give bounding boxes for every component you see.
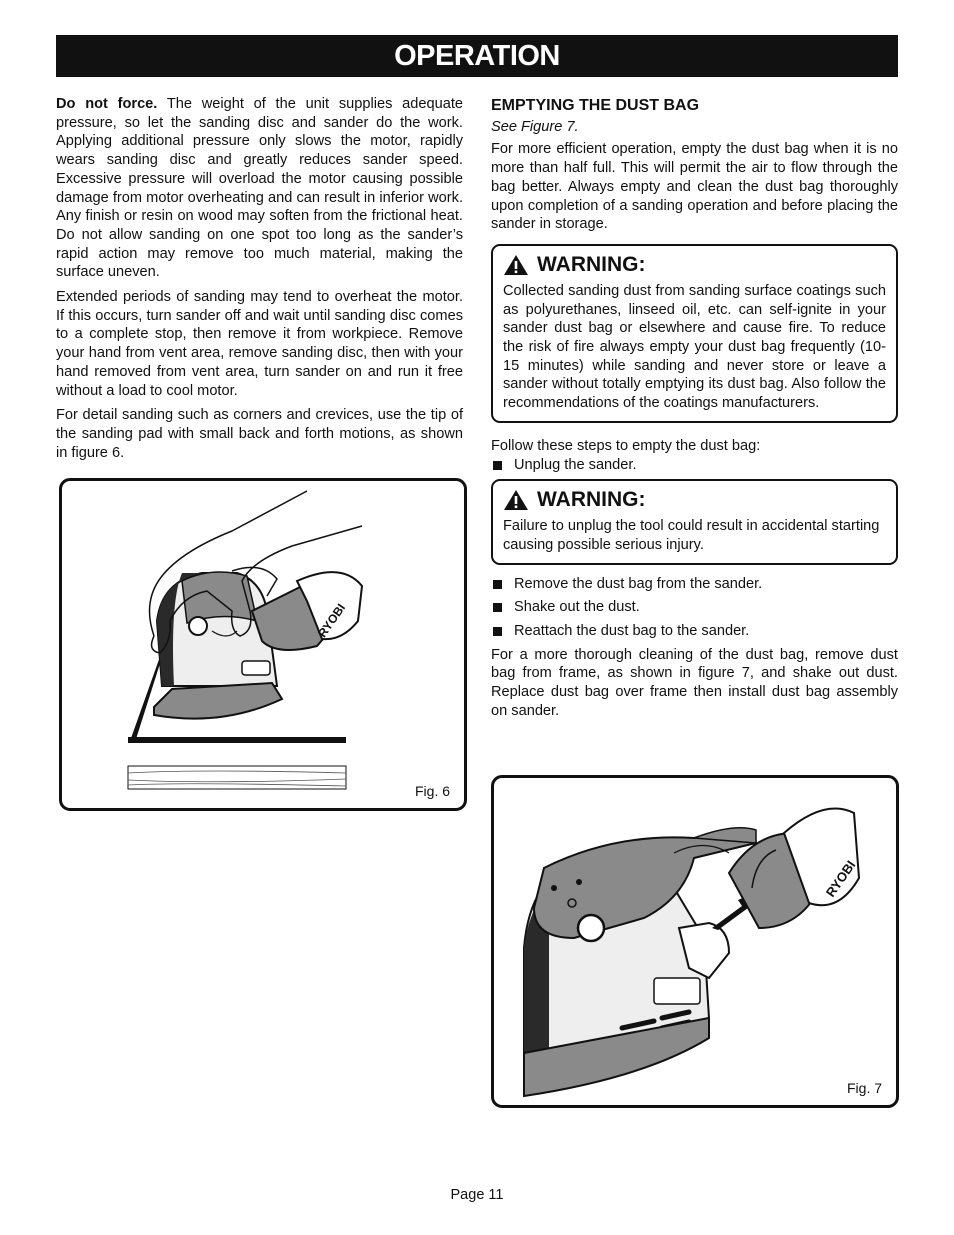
figure-6-label: Fig. 6 — [415, 783, 451, 799]
paragraph-overheat: Extended periods of sanding may tend to overheat the motor. If this occurs, turn sander off and wait until sanding disc comes to a complete stop, then remove it from workpiece. Remove your hand from vent area, remove sanding disc, then with your hand removed from vent area, turn sander on and run it free without a load to cool motor. — [56, 289, 463, 399]
warning-box-fire — [491, 244, 898, 423]
paragraph-detail-sanding: For detail sanding such as corners and crevices, use the tip of the sanding pad with small back and forth motions, as shown in figure 6. — [56, 407, 463, 461]
step-text: Unplug the sander. — [514, 456, 637, 473]
paragraph-do-not-force — [56, 95, 463, 282]
see-figure-reference: See Figure 7. — [491, 118, 579, 135]
sander-dust-bag-illustration — [494, 778, 896, 1105]
warning-heading — [503, 254, 886, 276]
text-do-not-force: The weight of the unit supplies adequate pressure, so let the sanding disc and sander do the work. Applying additional pressure only slows the motor, rapidly wears sanding disc and greatly reduces sander speed. Excessive pressure will overload the motor causing possible damage from motor overheating and can result in inferior work. Any finish or resin on wood may soften from the frictional heat. Do not allow sanding on one spot too long as the sander’s rapid action may remove too much material, making the surface uneven. — [56, 96, 463, 281]
page-number: Page 11 — [450, 1187, 504, 1203]
step-text: Reattach the dust bag to the sander. — [514, 623, 750, 640]
fig7-brand: RYOBI — [822, 857, 859, 900]
step-item — [491, 622, 898, 641]
bullet-square-icon — [493, 461, 502, 470]
page-title: OPERATION — [56, 35, 898, 77]
figure-7-label: Fig. 7 — [847, 1080, 883, 1096]
step-item — [491, 456, 898, 475]
figure-6 — [59, 478, 467, 811]
steps-intro: Follow these steps to empty the dust bag: — [491, 437, 761, 454]
warning-triangle-icon — [503, 489, 529, 511]
warning-box-unplug — [491, 479, 898, 564]
left-column — [56, 95, 463, 468]
step-text: Remove the dust bag from the sander. — [514, 575, 763, 592]
warning-text-fire: Collected sanding dust from sanding surface coatings such as polyurethanes, linseed oil, etc. can self-ignite in your sander dust bag or elsewhere and cause fire. To reduce the risk of fire always empty your dust bag frequently (10-15 minutes) while sanding and never store or leave a sander without totally emptying its dust bag. Also follow the recommendations of the coatings manufacturers. — [503, 282, 886, 412]
warning-title: WARNING: — [537, 487, 646, 511]
step-item — [491, 598, 898, 617]
warning-heading — [503, 489, 886, 511]
warning-title: WARNING: — [537, 252, 646, 276]
lead-do-not-force: Do not force. — [56, 96, 158, 112]
warning-triangle-icon — [503, 254, 529, 276]
bullet-square-icon — [493, 603, 502, 612]
fig6-brand: RYOBI — [315, 601, 349, 640]
section-heading-emptying-dust-bag: EMPTYING THE DUST BAG — [491, 97, 700, 114]
paragraph-efficient-operation: For more efficient operation, empty the dust bag when it is no more than half full. This will permit the air to flow through the bag better. Always empty and clean the dust bag thoroughly upon completion of a sanding operation and before placing the sander in storage. — [491, 141, 898, 233]
figure-7 — [491, 775, 899, 1108]
step-text: Shake out the dust. — [514, 599, 640, 616]
bullet-square-icon — [493, 580, 502, 589]
sander-in-hand-illustration — [62, 481, 464, 808]
warning-text-unplug: Failure to unplug the tool could result in accidental starting causing possible serious injury. — [503, 518, 880, 553]
right-column — [491, 95, 898, 727]
paragraph-thorough-cleaning: For a more thorough cleaning of the dust bag, remove dust bag from frame, as shown in figure 7, and shake out dust. Replace dust bag over frame then install dust bag assembly on sander. — [491, 646, 898, 719]
bullet-square-icon — [493, 627, 502, 636]
step-item — [491, 575, 898, 594]
